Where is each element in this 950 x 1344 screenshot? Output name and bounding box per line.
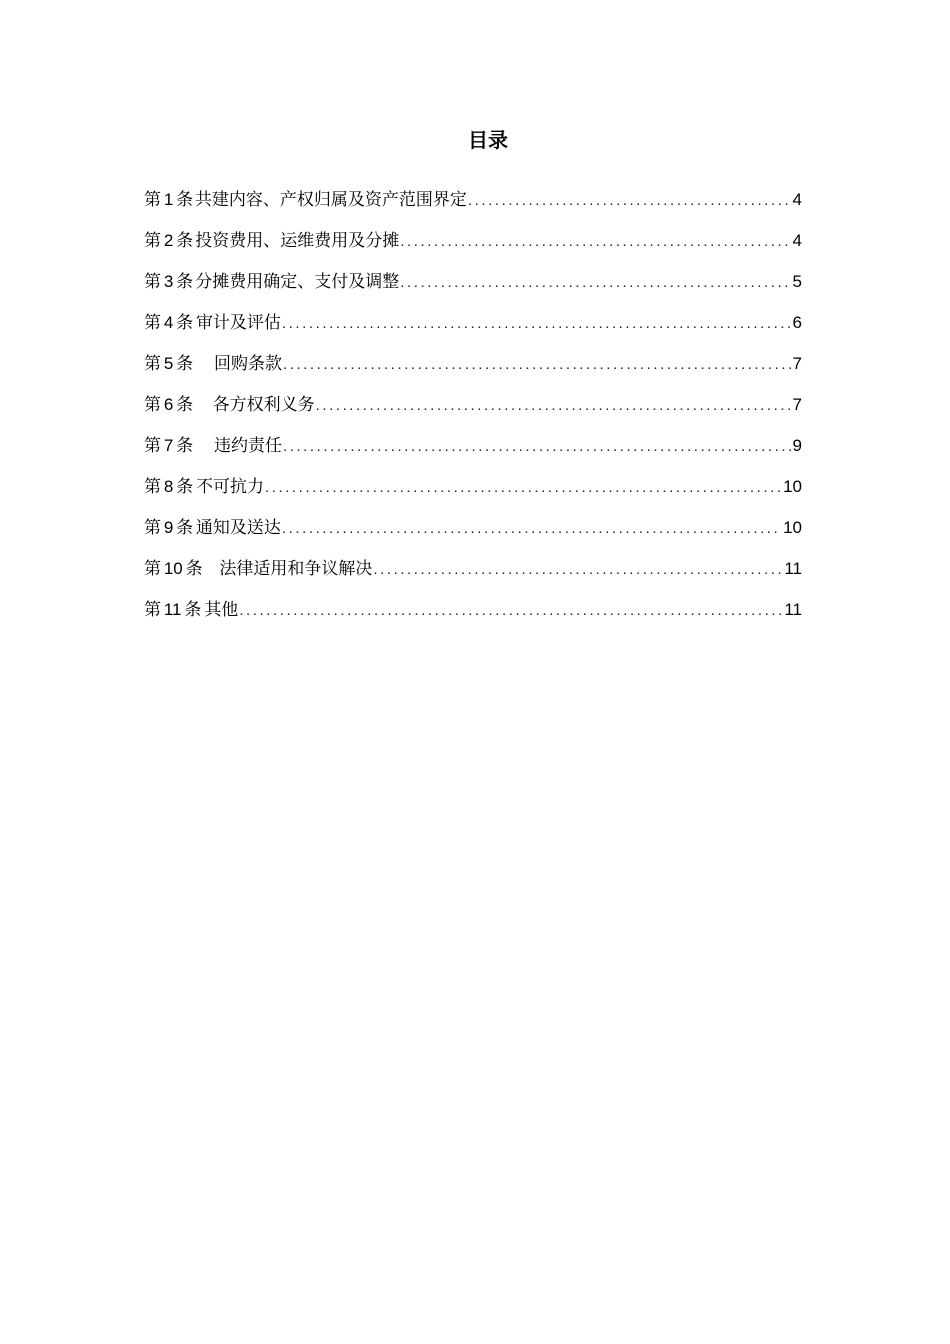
toc-entry[interactable] xyxy=(144,224,802,265)
dot-leader xyxy=(282,512,781,546)
entry-prefix: 第 xyxy=(144,518,161,537)
dot-leader xyxy=(400,225,790,259)
entry-page-number: 7 xyxy=(792,395,802,414)
dot-leader xyxy=(316,389,791,423)
entry-suffix: 条 xyxy=(176,231,194,250)
dot-leader xyxy=(400,266,790,300)
entry-number: 3 xyxy=(163,272,174,291)
entry-page-number: 7 xyxy=(792,354,802,373)
entry-prefix: 第 xyxy=(144,395,161,414)
entry-page-number: 6 xyxy=(792,313,802,332)
entry-title: 分摊费用确定、支付及调整 xyxy=(195,272,400,291)
entry-prefix: 第 xyxy=(144,436,161,455)
toc-entry[interactable] xyxy=(144,183,802,224)
entry-title: 法律适用和争议解决 xyxy=(219,559,373,578)
entry-prefix: 第 xyxy=(144,272,161,291)
entry-suffix: 条 xyxy=(176,477,194,496)
entry-suffix: 条 xyxy=(176,272,194,291)
entry-prefix: 第 xyxy=(144,231,161,250)
entry-page-number: 4 xyxy=(792,190,802,209)
entry-title: 违约责任 xyxy=(213,436,282,455)
entry-number: 5 xyxy=(163,354,174,373)
dot-leader xyxy=(265,471,781,505)
toc-entry[interactable] xyxy=(144,552,802,593)
toc-entry[interactable] xyxy=(144,388,802,429)
entry-suffix: 条 xyxy=(185,559,203,578)
entry-title: 审计及评估 xyxy=(195,313,281,332)
entry-title: 共建内容、产权归属及资产范围界定 xyxy=(194,190,467,209)
toc-entry[interactable] xyxy=(144,429,802,470)
entry-page-number: 4 xyxy=(792,231,802,250)
entry-title: 投资费用、运维费用及分摊 xyxy=(195,231,400,250)
entry-number: 7 xyxy=(163,436,174,455)
entry-number: 1 xyxy=(163,190,174,209)
entry-suffix: 条 xyxy=(176,313,194,332)
entry-page-number: 10 xyxy=(783,518,802,537)
entry-title: 不可抗力 xyxy=(195,477,264,496)
entry-prefix: 第 xyxy=(144,354,161,373)
entry-number: 9 xyxy=(163,518,174,537)
entry-suffix: 条 xyxy=(176,518,194,537)
toc-list xyxy=(144,183,802,634)
entry-page-number: 5 xyxy=(792,272,802,291)
toc-entry[interactable] xyxy=(144,265,802,306)
entry-page-number: 9 xyxy=(792,436,802,455)
toc-entry[interactable] xyxy=(144,306,802,347)
entry-prefix: 第 xyxy=(144,313,161,332)
entry-number: 11 xyxy=(163,600,182,619)
dot-leader xyxy=(373,553,782,587)
entry-number: 4 xyxy=(163,313,174,332)
entry-suffix: 条 xyxy=(176,354,194,373)
dot-leader xyxy=(283,348,791,382)
toc-entry[interactable] xyxy=(144,347,802,388)
dot-leader xyxy=(283,430,791,464)
entry-suffix: 条 xyxy=(176,190,194,209)
entry-title: 通知及送达 xyxy=(195,518,281,537)
toc-title: 目录 xyxy=(468,128,508,152)
entry-page-number: 10 xyxy=(783,477,802,496)
entry-number: 6 xyxy=(163,395,174,414)
dot-leader xyxy=(282,307,791,341)
dot-leader xyxy=(468,184,791,218)
entry-number: 8 xyxy=(163,477,174,496)
entry-page-number: 11 xyxy=(784,559,802,578)
entry-number: 10 xyxy=(163,559,183,578)
entry-title: 其他 xyxy=(204,600,239,619)
entry-suffix: 条 xyxy=(176,436,194,455)
entry-title: 各方权利义务 xyxy=(212,395,315,414)
entry-prefix: 第 xyxy=(144,559,161,578)
toc-entry[interactable] xyxy=(144,511,802,552)
dot-leader xyxy=(239,594,782,628)
entry-number: 2 xyxy=(163,231,174,250)
toc-entry[interactable] xyxy=(144,470,802,511)
entry-prefix: 第 xyxy=(144,477,161,496)
entry-title: 回购条款 xyxy=(213,354,282,373)
entry-prefix: 第 xyxy=(144,190,161,209)
entry-suffix: 条 xyxy=(176,395,194,414)
entry-page-number: 11 xyxy=(784,600,802,619)
entry-prefix: 第 xyxy=(144,600,161,619)
entry-suffix: 条 xyxy=(184,600,202,619)
toc-entry[interactable] xyxy=(144,593,802,634)
